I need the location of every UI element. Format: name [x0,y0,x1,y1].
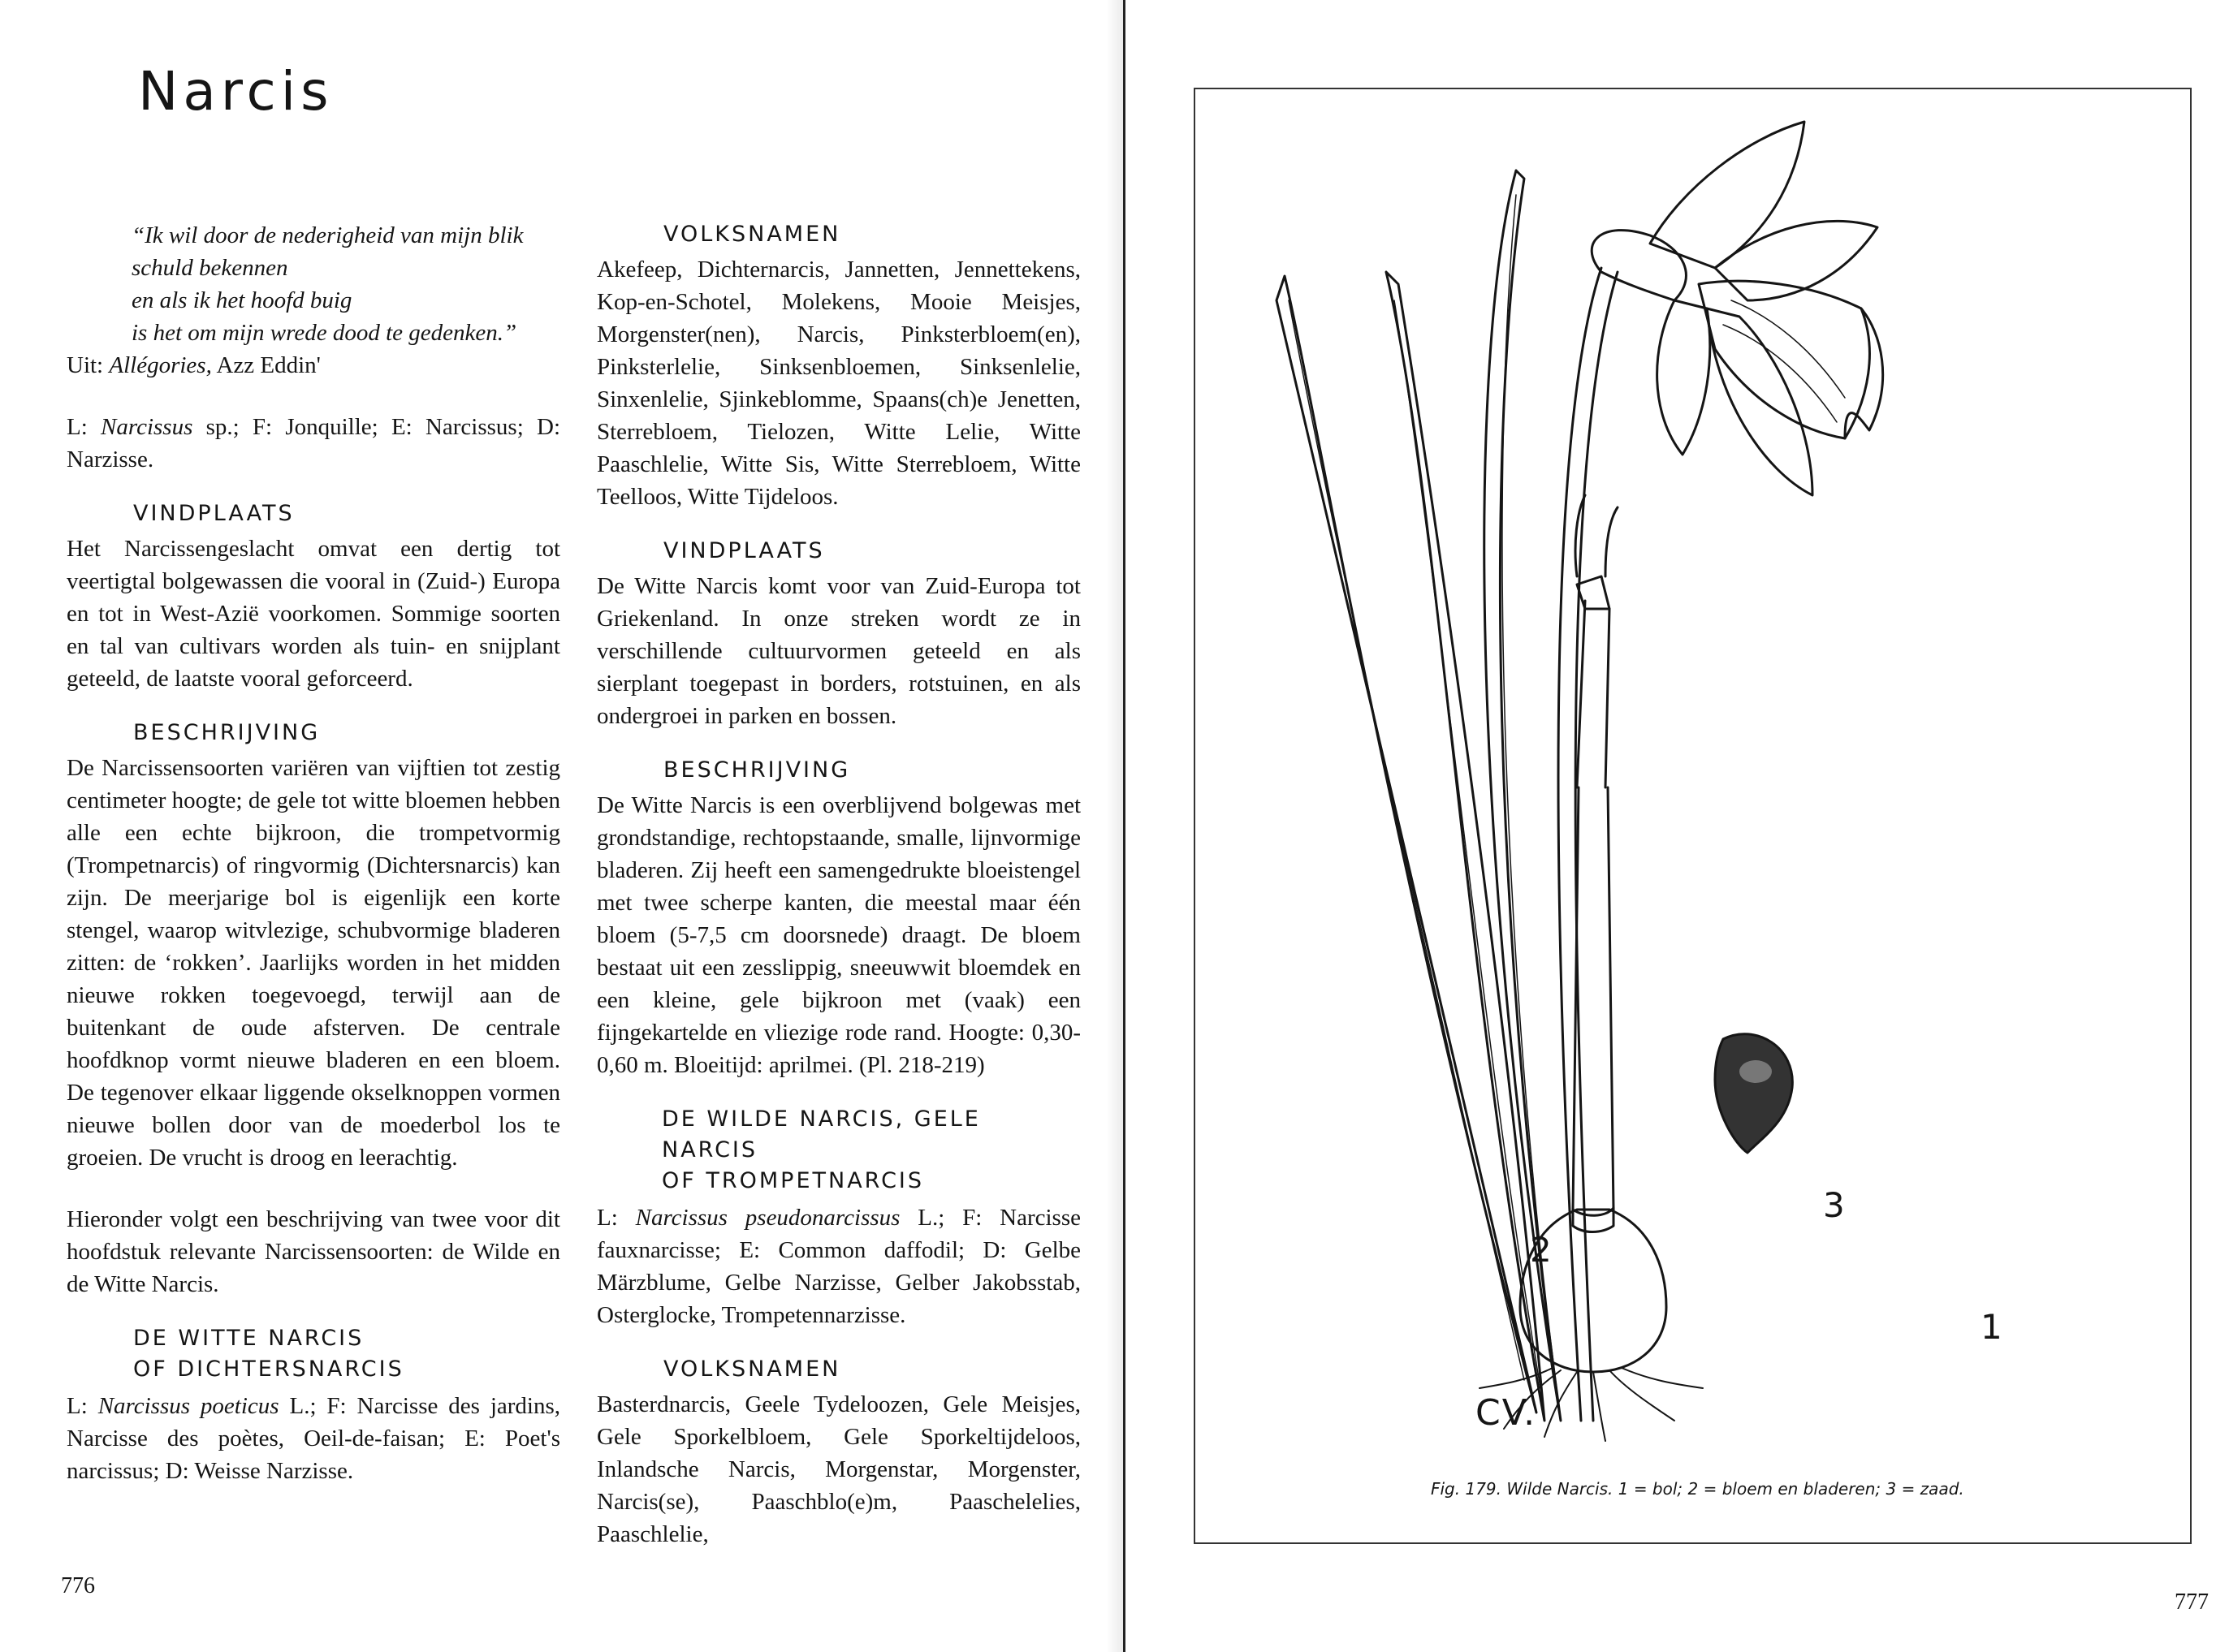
book-spine [1123,0,1125,1652]
quote-line: en als ik het hoofd buig [132,287,352,313]
witte-vindplaats-text: De Witte Narcis komt voor van Zuid-Europa tot Griekenland. In onze streken wordt ze in verschillende cultuurvormen geteeld en als sierplant toegepast in borders, rotstuinen, en als ondergroei in parken en bossen. [597,573,1081,729]
petal-top [1650,122,1804,268]
witte-beschrijving-text: De Witte Narcis is een overblijvend bolgewas met grondstandige, rechtopstaande, smalle, lijnvormige bladeren. Zij heeft een samengedrukte bloeistengel met twee scherpe kanten, die meestal maar één bloem (5-7,5 cm doorsnede) draagt. De bloem bestaat uit een zesslippig, sneeuwwit bloemdek en een kleine, gele bijkroon met (vaak) een fijngekartelde en vliezige rode rand. Hoogte: 0,30-0,60 m. Bloeitijd: aprilmei. (Pl. 218-219) [597,792,1081,1078]
spine-shadow [1106,0,1123,1652]
petal-lower [1707,308,1812,495]
leaf-left [1276,276,1536,1413]
opening-quote [132,219,560,349]
wilde-langs-rest: L.; F: Narcisse fauxnarcisse; E: Common daffodil; D: Gelbe Märzblume, Gelbe Narzisse, Gelber Jakobsstab, Osterglocke, Trompetennarzisse. [597,1205,1081,1328]
right-page [1129,0,2229,1652]
figure-label-bulb: 1 [1981,1307,2002,1347]
wilde-narcis-language-names [597,1201,1081,1331]
volksnamen2-text: Basterdnarcis, Geele Tydeloozen, Gele Meisjes, Gele Sporkelbloem, Gele Sporkeltijdeloos, Inlandsche Narcis, Morgenstar, Morgenster, Narcis(se), Paaschblo(e)m, Paaschelelies, Paaschlelie, [597,1391,1081,1547]
volksnamen-heading: VOLKSNAMEN [663,222,841,247]
quote-line: schuld bekennen [132,255,288,281]
bulb-neck [1577,601,1609,787]
intro-text: Hieronder volgt een beschrijving van twee voor dit hoofdstuk relevante Narcissensoorten: de Wilde en de Witte Narcis. [67,1206,560,1297]
wilde-latin-name: Narcissus pseudonarcissus [635,1205,901,1231]
witte-latin-name: Narcissus poeticus [97,1393,279,1419]
witte-narcis-heading [133,1323,560,1385]
witte-vindplaats-heading: VINDPLAATS [663,538,825,563]
flower-stem-edge [1575,272,1618,1421]
daffodil-illustration [1195,89,2190,1542]
leaf-middle-midrib [1394,300,1540,1388]
wilde-narcis-heading-line1: DE WILDE NARCIS, GELE NARCIS [662,1106,981,1162]
wilde-langs-prefix: L: [597,1205,636,1231]
latin-name: Narcissus [101,414,193,440]
quote-source-author: Azz Eddin' [211,352,321,378]
beschrijving-text: De Narcissensoorten variëren van vijftien tot zestig centimeter hoogte; de gele tot witte bloemen hebben alle een echte bijkroon, die trompetvormig (Trompetnarcis) of ringvormig (Dichtersnarcis) kan zijn. De meerjarige bol is eigenlijk een korte stengel, waarop witvlezige, schubvormige bladeren zitten: de ‘rokken’. Jaarlijks worden in het midden nieuwe rokken toegevoegd, terwijl aan de buitenkant de oude afsterven. De centrale hoofdknop vormt nieuwe bladeren en een bloem. De tegenover elkaar liggende okselknoppen vormen nieuwe bollen door van de moederbol los te groeien. De vrucht is droog en leerachtig. [67,755,560,1171]
wilde-narcis-heading [662,1104,1081,1197]
spathe [1592,231,1686,300]
page-number-left: 776 [61,1573,95,1598]
witte-langs-prefix: L: [67,1393,98,1419]
leaf-left-midrib [1289,300,1524,1380]
corona-rim [1845,308,1883,438]
left-column [67,219,560,1487]
language-names-rest: sp.; F: Jonquille; E: Narcissus; D: Narzisse. [67,414,561,472]
corona-trumpet [1699,281,1869,438]
figure-label-seed: 3 [1823,1185,1845,1225]
middle-column [597,219,1081,1551]
bulb-leaf-tip-2 [1605,507,1618,576]
language-names-prefix: L: [67,414,102,440]
figure-label-flower-leaves: 2 [1530,1230,1552,1270]
chapter-title: Narcis [138,60,334,123]
witte-langs-rest: L.; F: Narcisse des jardins, Narcisse des poètes, Oeil-de-faisan; E: Poet's narcissus; D: Weisse Narzisse. [67,1393,560,1484]
petal-right [1715,221,1877,300]
seed [1715,1034,1792,1153]
quote-line: is het om mijn wrede dood te gedenken.” [132,320,517,346]
corona-line-1 [1731,300,1845,398]
vindplaats-text: Het Narcissengeslacht omvat een dertig tot veertigtal bolgewassen die vooral in (Zuid-) Europa en tot in West-Azië voorkomen. Sommige soorten en tal van cultivars worden als tuin- en snijplant geteeld, de laatste vooral geforceerd. [67,536,560,692]
bulb-sheath-tip [1577,576,1609,609]
petal-left [1657,300,1710,455]
seed-highlight [1739,1060,1772,1083]
quote-source [67,349,560,382]
beschrijving-heading: BESCHRIJVING [133,720,321,745]
wilde-narcis-heading-line2: OF TROMPETNARCIS [662,1168,925,1193]
figure-caption: Fig. 179. Wilde Narcis. 1 = bol; 2 = bloem en bladeren; 3 = zaad. [1431,1479,1964,1499]
language-names [67,411,560,476]
witte-narcis-language-names [67,1390,560,1487]
quote-source-title: Allégories, [109,352,212,378]
witte-narcis-heading-line2: OF DICHTERSNARCIS [133,1357,404,1382]
bulb-collar [1573,1208,1613,1232]
page-number-right: 777 [2175,1589,2209,1615]
witte-beschrijving-heading: BESCHRIJVING [663,757,851,783]
witte-narcis-heading-line1: DE WITTE NARCIS [133,1326,365,1351]
plate-code: CV. [1475,1392,1537,1434]
volksnamen-text: Akefeep, Dichternarcis, Jannetten, Jennettekens, Kop-en-Schotel, Molekens, Mooie Meisjes, Morgenster(nen), Narcis, Pinksterbloem(en), Pinksterlelie, Sinksenbloemen, Sinksenlelie, Sinxenlelie, Sjinkeblomme, Spaans(ch)e Jenetten, Sterrebloem, Tielozen, Witte Lelie, Witte Paaschlelie, Witte Sis, Witte Sterrebloem, Witte Teelloos, Witte Tijdeloos. [597,257,1081,510]
figure-frame [1194,88,2192,1544]
quote-source-prefix: Uit: [67,352,110,378]
flower-stem [1558,268,1601,1421]
vindplaats-heading: VINDPLAATS [133,501,295,526]
quote-line: “Ik wil door de nederigheid van mijn blik [132,222,524,248]
volksnamen2-heading: VOLKSNAMEN [663,1357,841,1382]
